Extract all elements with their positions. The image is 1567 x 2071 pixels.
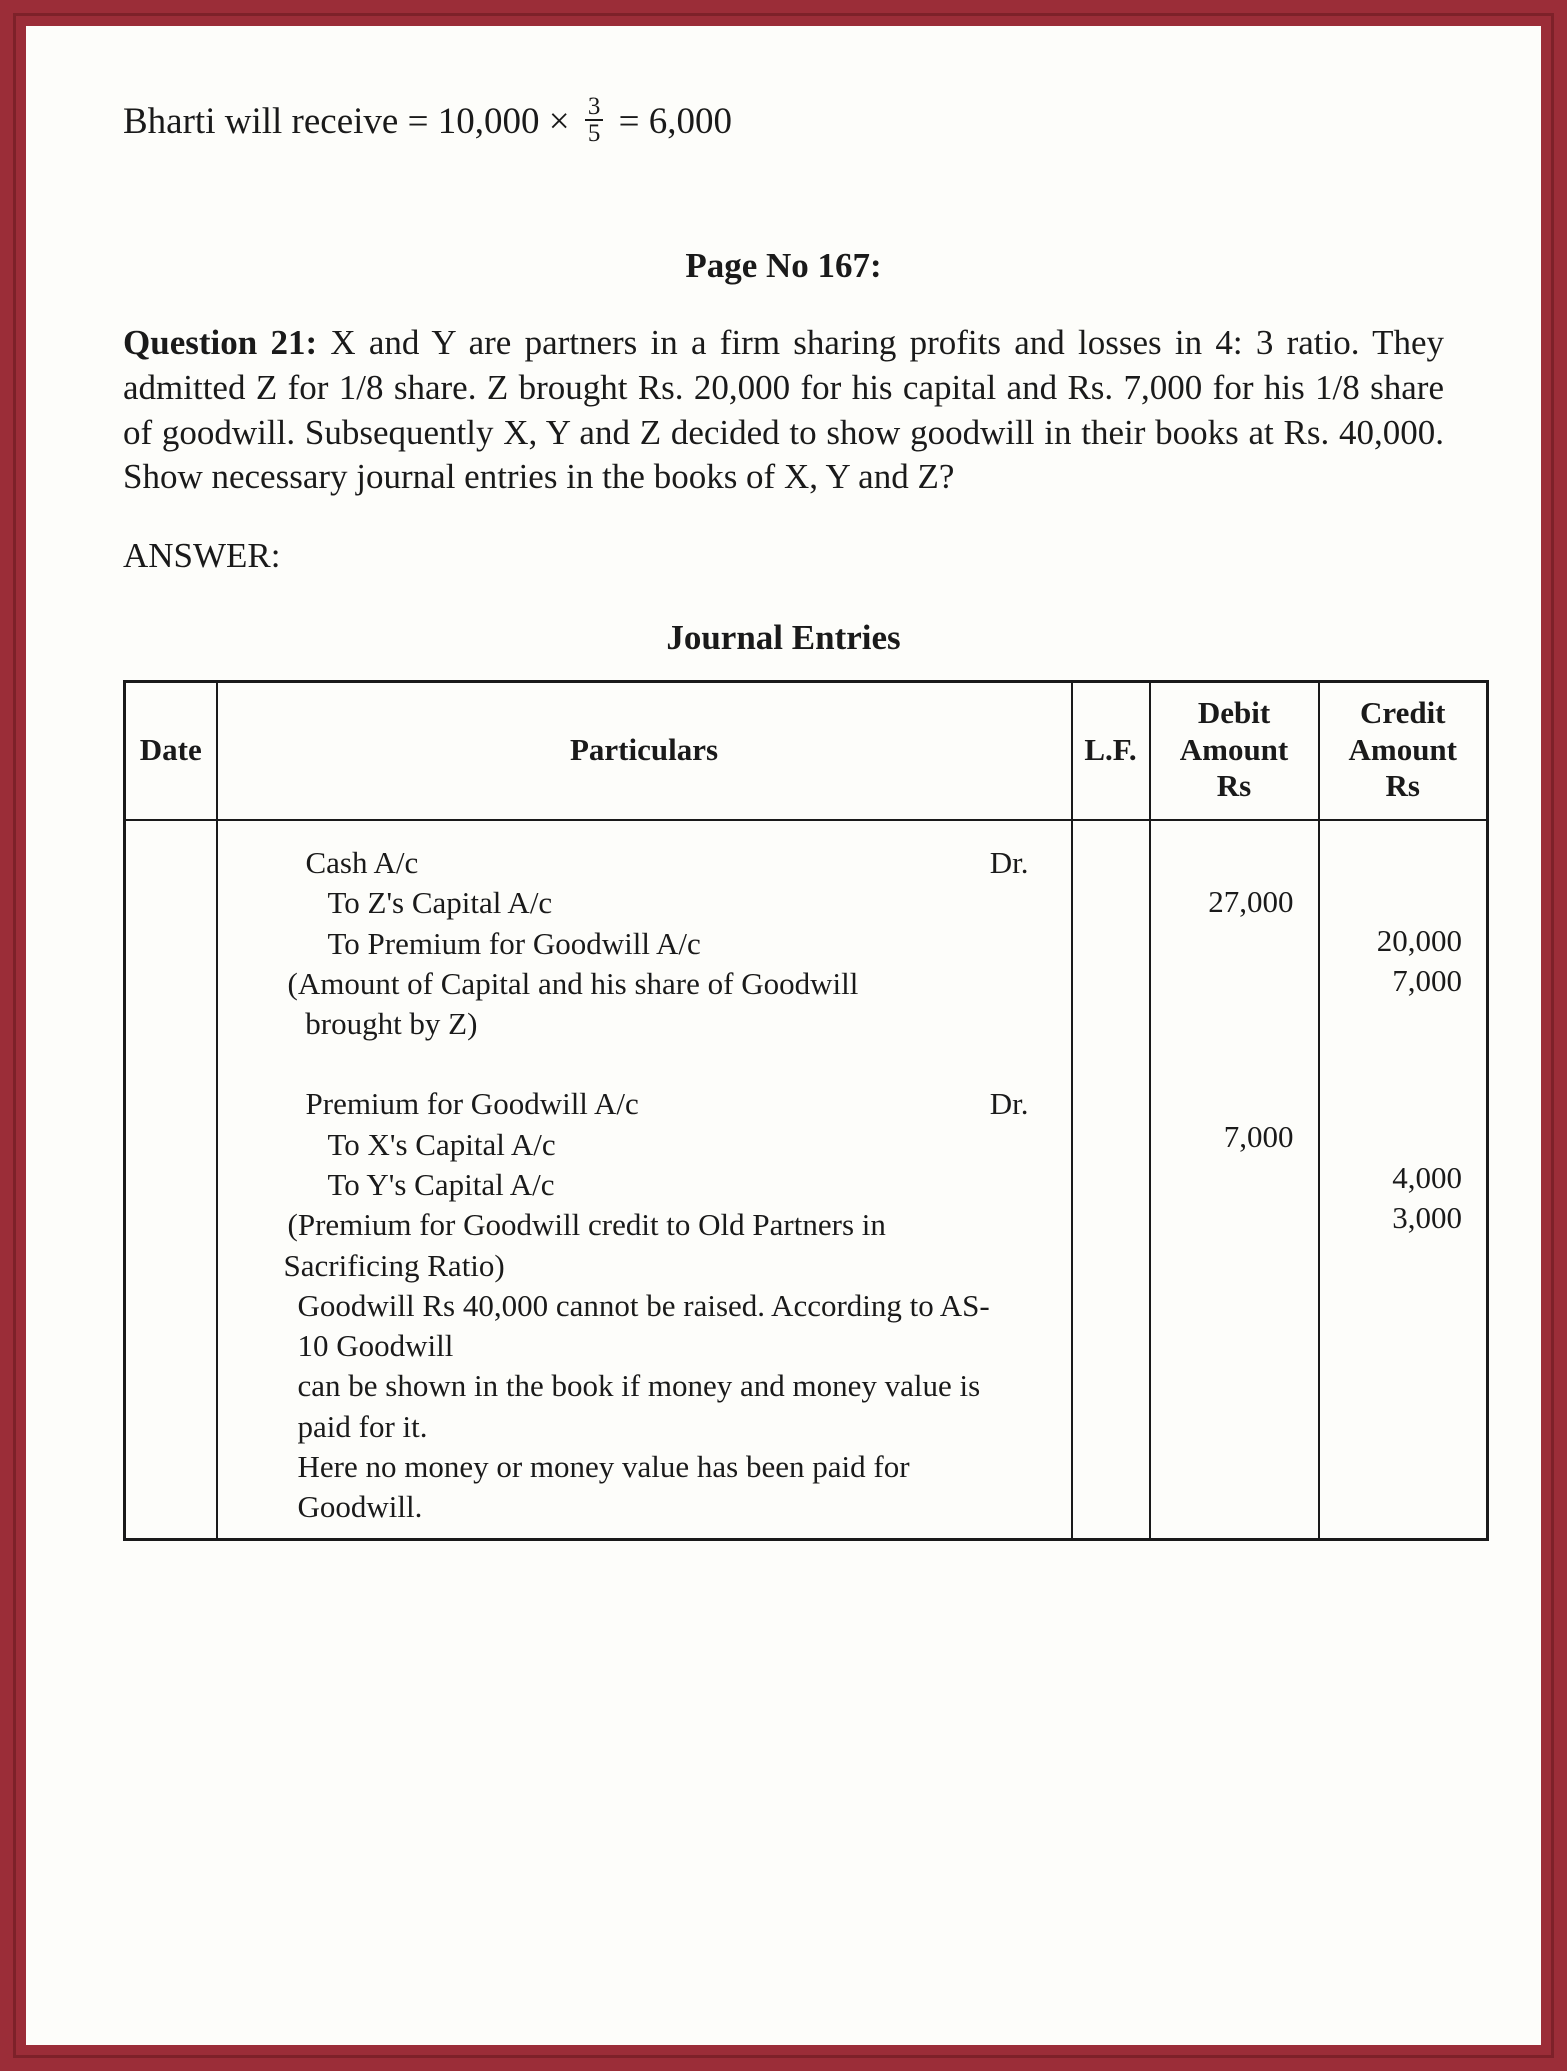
page-heading: Page No 167: bbox=[685, 246, 882, 285]
formula-prefix: Bharti will receive = 10,000 × bbox=[123, 100, 579, 142]
header-date: Date bbox=[125, 682, 217, 820]
particulars-line bbox=[226, 1366, 1063, 1406]
table-header-row bbox=[125, 682, 1488, 820]
header-credit-line-1: Credit bbox=[1359, 695, 1446, 731]
document-content bbox=[26, 26, 1541, 1541]
particulars-line bbox=[226, 1487, 1063, 1527]
credit-amount: 7,000 bbox=[1392, 963, 1462, 999]
formula-line bbox=[123, 93, 1466, 148]
particulars-line bbox=[226, 964, 1063, 1004]
dr-marker: Dr. bbox=[989, 844, 1029, 880]
particulars-line-text: Sacrificing Ratio) bbox=[283, 1247, 505, 1283]
particulars-line bbox=[226, 1246, 1063, 1286]
credit-amount-spacer bbox=[1328, 843, 1463, 882]
debit-amount-body bbox=[1151, 821, 1318, 1168]
header-credit-amount bbox=[1319, 682, 1488, 820]
fraction-numerator: 3 bbox=[587, 93, 601, 120]
credit-amount: 3,000 bbox=[1392, 1199, 1462, 1235]
credit-amount-spacer bbox=[1328, 882, 1463, 921]
particulars-line bbox=[226, 1326, 1063, 1366]
header-debit-line-3: Rs bbox=[1216, 768, 1252, 804]
particulars-line bbox=[226, 1205, 1063, 1245]
particulars-line bbox=[226, 1084, 1063, 1124]
formula-suffix: = 6,000 bbox=[609, 100, 732, 142]
journal-entries-table bbox=[123, 680, 1489, 1540]
particulars-body bbox=[218, 821, 1071, 1538]
answer-label: ANSWER: bbox=[123, 536, 281, 576]
debit-amount-spacer bbox=[1159, 1078, 1294, 1117]
particulars-line-text: (Amount of Capital and his share of Goodwill bbox=[287, 965, 859, 1001]
header-credit-line-2: Amount bbox=[1348, 731, 1457, 767]
header-credit-stack bbox=[1324, 695, 1483, 805]
cell-date bbox=[125, 820, 217, 1539]
particulars-line-text: paid for it. bbox=[297, 1408, 428, 1444]
header-debit-line-1: Debit bbox=[1197, 695, 1271, 731]
credit-amount-spacer bbox=[1328, 1002, 1463, 1041]
particulars-line-text: Goodwill. bbox=[297, 1489, 423, 1525]
debit-amount-spacer bbox=[1159, 961, 1294, 1000]
question-label: Question 21: bbox=[123, 323, 318, 362]
debit-amount-spacer bbox=[1159, 922, 1294, 961]
page-sheet bbox=[26, 26, 1541, 2045]
cell-debit-amount bbox=[1150, 820, 1319, 1539]
particulars-line bbox=[226, 1004, 1063, 1044]
fraction-three-fifths bbox=[585, 94, 604, 146]
particulars-line-text: Premium for Goodwill A/c bbox=[305, 1086, 639, 1122]
particulars-line bbox=[226, 1286, 1063, 1326]
header-credit-line-3: Rs bbox=[1385, 768, 1420, 804]
particulars-line-text: To Premium for Goodwill A/c bbox=[327, 925, 701, 961]
particulars-line bbox=[226, 1165, 1063, 1205]
credit-amount-spacer bbox=[1328, 1119, 1463, 1158]
cell-credit-amount bbox=[1319, 820, 1488, 1539]
credit-amount-body bbox=[1320, 821, 1487, 1248]
debit-amount: 7,000 bbox=[1223, 1119, 1294, 1155]
particulars-line-text: brought by Z) bbox=[297, 1006, 478, 1042]
header-lf: L.F. bbox=[1072, 682, 1150, 820]
header-debit-line-2: Amount bbox=[1179, 731, 1289, 767]
debit-amount-spacer bbox=[1159, 843, 1294, 882]
question-paragraph bbox=[123, 321, 1444, 500]
header-debit-stack bbox=[1155, 695, 1314, 805]
credit-amount: 20,000 bbox=[1376, 922, 1462, 958]
debit-amount-spacer bbox=[1159, 1000, 1294, 1039]
particulars-line-text: To Y's Capital A/c bbox=[327, 1167, 555, 1202]
particulars-line-text: To Z's Capital A/c bbox=[327, 885, 553, 921]
particulars-line bbox=[226, 843, 1063, 883]
particulars-line-text: (Premium for Goodwill credit to Old Partners in bbox=[287, 1207, 886, 1243]
cell-particulars bbox=[217, 820, 1072, 1539]
particulars-line-text: To X's Capital A/c bbox=[327, 1126, 556, 1162]
credit-amount-spacer bbox=[1328, 1041, 1463, 1080]
particulars-line bbox=[226, 1447, 1063, 1487]
debit-amount-spacer bbox=[1159, 1039, 1294, 1078]
question-text: X and Y are partners in a firm sharing profits and losses in 4: 3 ratio. They admitted Z for 1/8 share. Z brought Rs. 20,000 for his capital and Rs. 7,000 for his 1/8 share of goodwill. Subsequently X, Y and Z decided to show goodwill in their books at Rs. 40,000. Show necessary journal entries in the books of X, Y and Z? bbox=[123, 323, 1444, 497]
particulars-line bbox=[226, 924, 1063, 964]
journal-entries-title: Journal Entries bbox=[666, 618, 901, 658]
date-value bbox=[126, 821, 216, 853]
particulars-line-text: can be shown in the book if money and money value is bbox=[297, 1368, 981, 1404]
particulars-line-text: 10 Goodwill bbox=[297, 1328, 454, 1364]
lf-value bbox=[1073, 821, 1149, 853]
table-row bbox=[125, 820, 1488, 1539]
particulars-line-text: Goodwill Rs 40,000 cannot be raised. According to AS- bbox=[297, 1287, 990, 1323]
cell-lf bbox=[1072, 820, 1150, 1539]
particulars-line-text: Cash A/c bbox=[305, 844, 419, 880]
particulars-spacer bbox=[226, 1044, 1063, 1084]
header-particulars: Particulars bbox=[217, 682, 1072, 820]
debit-amount: 27,000 bbox=[1208, 883, 1294, 919]
particulars-line bbox=[226, 883, 1063, 923]
particulars-line bbox=[226, 1407, 1063, 1447]
particulars-line-text: Here no money or money value has been paid for bbox=[297, 1449, 910, 1485]
particulars-line bbox=[226, 1125, 1063, 1165]
fraction-denominator: 5 bbox=[585, 119, 604, 146]
credit-amount: 4,000 bbox=[1392, 1159, 1462, 1195]
dr-marker: Dr. bbox=[989, 1086, 1029, 1122]
header-debit-amount bbox=[1150, 682, 1319, 820]
page-inner-border bbox=[13, 13, 1554, 2058]
credit-amount-spacer bbox=[1328, 1080, 1463, 1119]
